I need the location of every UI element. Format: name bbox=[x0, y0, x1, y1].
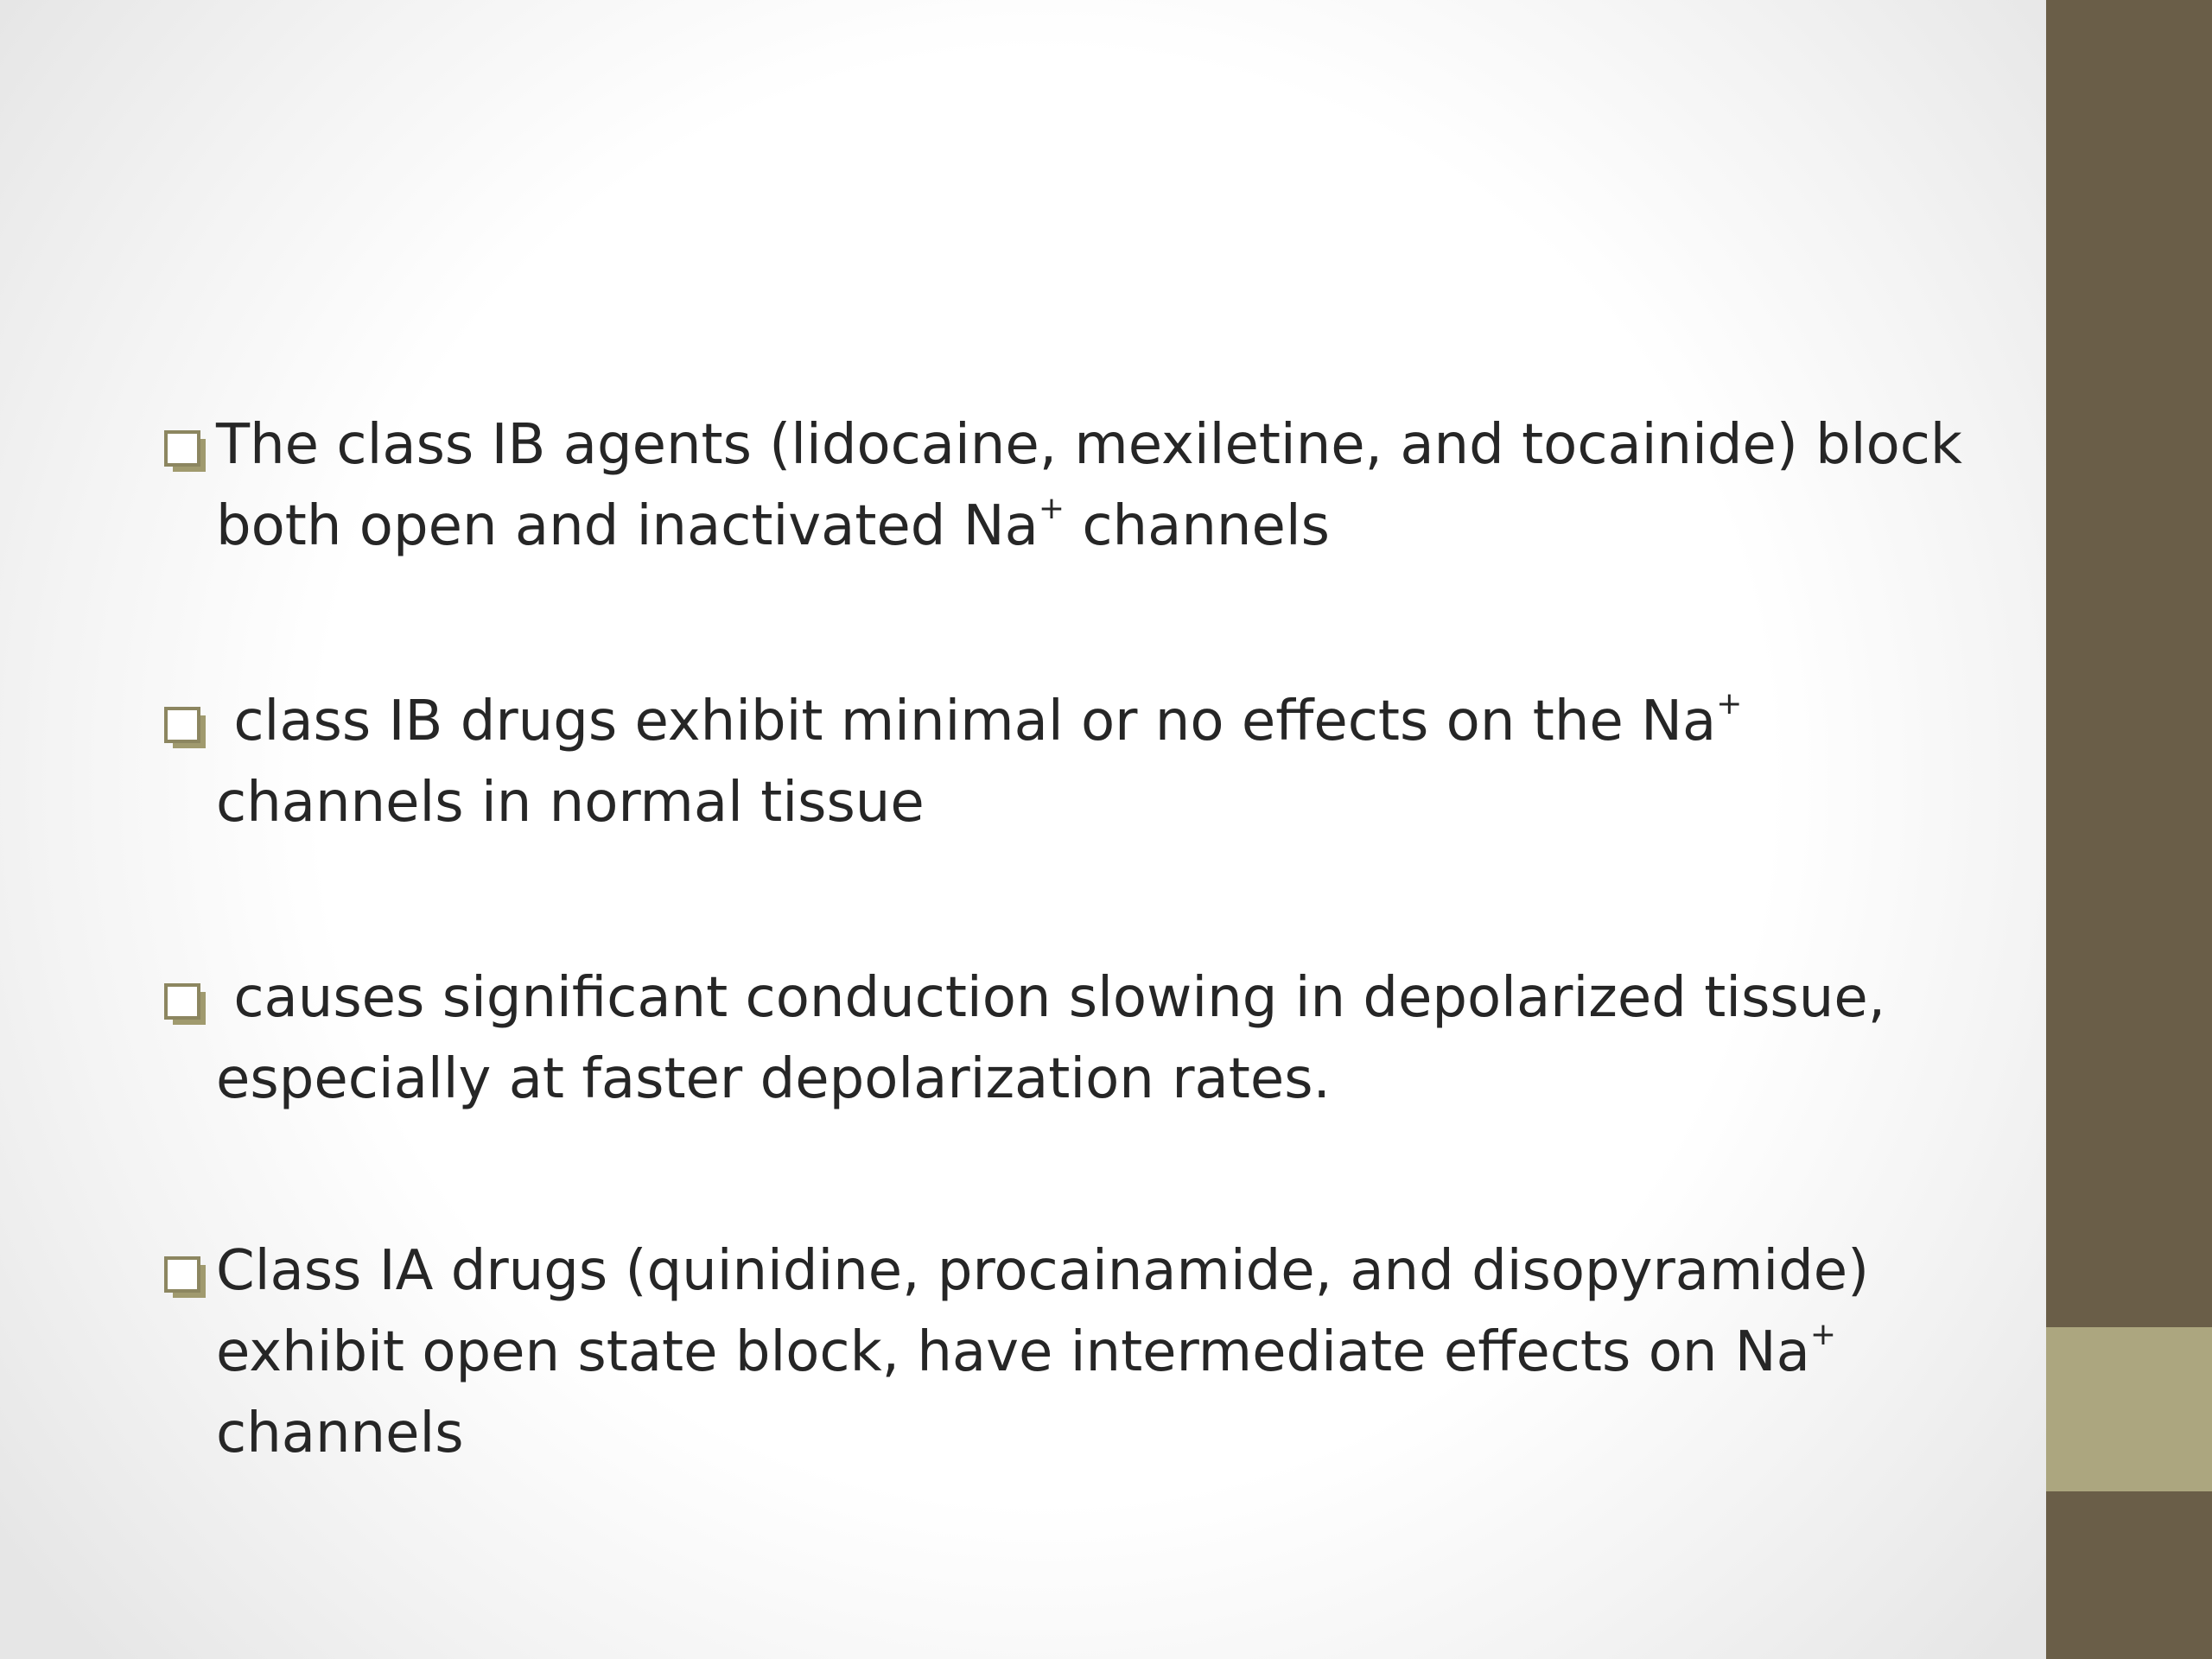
superscript-plus: + bbox=[1809, 1317, 1837, 1352]
line-text-tail: channels bbox=[1065, 494, 1330, 558]
bullet-line bbox=[216, 486, 1979, 567]
bullet-line bbox=[216, 1393, 1979, 1474]
hollow-square-bullet-icon bbox=[164, 707, 207, 750]
line-text: causes significant conduction slowing in depolarized tissue, bbox=[216, 966, 1886, 1030]
bullet-item bbox=[164, 1230, 1979, 1474]
line-text: The class IB agents (lidocaine, mexiletine, and tocainide) block bbox=[216, 413, 1962, 477]
bullet-line bbox=[216, 1039, 1979, 1120]
bullet-text bbox=[164, 957, 1979, 1120]
bullet-line bbox=[216, 681, 1979, 762]
bullet-text bbox=[164, 1230, 1979, 1474]
superscript-plus: + bbox=[1038, 491, 1065, 526]
bullet-line bbox=[216, 1312, 1979, 1393]
hollow-square-bullet-icon bbox=[164, 1256, 207, 1300]
superscript-plus: + bbox=[1716, 686, 1743, 721]
line-text: Class IA drugs (quinidine, procainamide, and disopyramide) bbox=[216, 1239, 1870, 1303]
line-text: channels bbox=[216, 1402, 464, 1465]
line-text: especially at faster depolarization rates. bbox=[216, 1047, 1331, 1111]
hollow-square-bullet-icon bbox=[164, 983, 207, 1027]
line-text: both open and inactivated Na bbox=[216, 494, 1039, 558]
bullet-text bbox=[164, 404, 1979, 567]
bullet-line bbox=[216, 404, 1979, 486]
bullet-item bbox=[164, 404, 1979, 567]
bullet-line bbox=[216, 1230, 1979, 1312]
line-text: exhibit open state block, have intermediate effects on Na bbox=[216, 1320, 1810, 1384]
bullet-text bbox=[164, 681, 1979, 843]
line-text: channels in normal tissue bbox=[216, 771, 925, 835]
bullet-line bbox=[216, 762, 1979, 843]
bullet-item bbox=[164, 957, 1979, 1120]
bullet-item bbox=[164, 681, 1979, 843]
decorative-side-accent bbox=[2046, 1327, 2212, 1491]
bullet-line bbox=[216, 957, 1979, 1039]
line-text: class IB drugs exhibit minimal or no effects on the Na bbox=[216, 690, 1717, 753]
hollow-square-bullet-icon bbox=[164, 430, 207, 474]
